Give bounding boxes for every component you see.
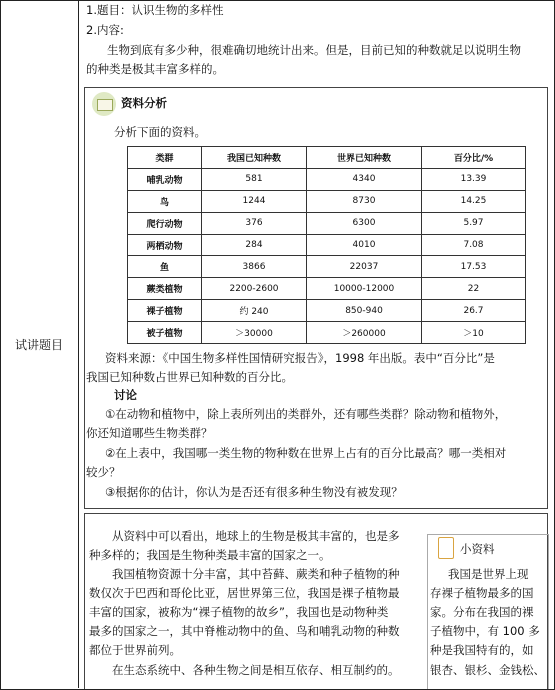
table-cell: 1244 bbox=[202, 190, 307, 212]
table-row-label: 裸子植物 bbox=[128, 300, 202, 322]
species-table bbox=[127, 146, 526, 344]
table-body bbox=[128, 168, 526, 343]
table-cell: ＞30000 bbox=[202, 322, 307, 344]
intro-line-2: 的种类是极其丰富多样的。 bbox=[86, 62, 224, 76]
side-label: 试讲题目 bbox=[14, 338, 63, 352]
table-header: 我国已知种数 bbox=[202, 147, 307, 169]
question-1-line-1: ①在动物和植物中，除上表所列出的类群外，还有哪些类群？除动物和植物外， bbox=[105, 407, 507, 421]
source-line-2: 我国已知种数占世界已知种数的百分比。 bbox=[86, 370, 293, 384]
question-2-line-2: 较少？ bbox=[86, 465, 121, 479]
table-header-row bbox=[128, 147, 526, 169]
sidebar-line-4: 子植物中，有 100 多 bbox=[430, 624, 540, 638]
table-cell: 14.25 bbox=[422, 190, 526, 212]
table-cell: 6300 bbox=[307, 212, 422, 234]
table-row bbox=[128, 278, 526, 300]
bottom-p2-line-2: 数仅次于巴西和哥伦比亚，居世界第三位，我国是裸子植物最 bbox=[89, 586, 400, 600]
table-cell: 17.53 bbox=[422, 256, 526, 278]
analysis-instruction: 分析下面的资料。 bbox=[114, 125, 206, 139]
table-cell: 850-940 bbox=[307, 300, 422, 322]
book-icon bbox=[92, 92, 116, 116]
content-label: 2.内容: bbox=[86, 23, 124, 37]
table-cell: 26.7 bbox=[422, 300, 526, 322]
table-header: 世界已知种数 bbox=[307, 147, 422, 169]
table-cell: 22037 bbox=[307, 256, 422, 278]
table-row bbox=[128, 168, 526, 190]
bottom-p1-line-2: 种多样的；我国是生物种类最丰富的国家之一。 bbox=[89, 548, 331, 562]
table-cell: 10000-12000 bbox=[307, 278, 422, 300]
sidebar-line-5: 种是我国特有的，如 bbox=[430, 643, 534, 657]
table-row-label: 被子植物 bbox=[128, 322, 202, 344]
analysis-heading: 资料分析 bbox=[121, 96, 167, 110]
table-row bbox=[128, 256, 526, 278]
table-header: 百分比/% bbox=[422, 147, 526, 169]
table-cell: 2200-2600 bbox=[202, 278, 307, 300]
table-cell: 4010 bbox=[307, 234, 422, 256]
table-row-label: 鱼 bbox=[128, 256, 202, 278]
table-header: 类群 bbox=[128, 147, 202, 169]
table-cell: 22 bbox=[422, 278, 526, 300]
table-row-label: 蕨类植物 bbox=[128, 278, 202, 300]
bottom-p1-line-1: 从资料中可以看出，地球上的生物是极其丰富的，也是多 bbox=[112, 529, 400, 543]
table-row-label: 鸟 bbox=[128, 190, 202, 212]
table-cell: 8730 bbox=[307, 190, 422, 212]
bottom-p2-line-4: 最多的国家之一，其中脊椎动物中的鱼、鸟和哺乳动物的种数 bbox=[89, 624, 400, 638]
table-cell: 13.39 bbox=[422, 168, 526, 190]
table-row-label: 两栖动物 bbox=[128, 234, 202, 256]
sidebar-line-2: 存裸子植物最多的国 bbox=[430, 586, 534, 600]
source-line-1: 资料来源：《中国生物多样性国情研究报告》，1998 年出版。表中“百分比”是 bbox=[105, 351, 495, 365]
bottom-p2-line-1: 我国植物资源十分丰富，其中苔藓、蕨类和种子植物的种 bbox=[112, 567, 400, 581]
table-cell: 581 bbox=[202, 168, 307, 190]
bottom-p3: 在生态系统中、各种生物之间是相互依存、相互制约的。 bbox=[112, 663, 400, 677]
table-cell: 3866 bbox=[202, 256, 307, 278]
table-cell: 约 240 bbox=[202, 300, 307, 322]
sidebar-line-1: 我国是世界上现 bbox=[448, 567, 529, 581]
table-cell: 284 bbox=[202, 234, 307, 256]
sidebar-heading: 小资料 bbox=[460, 542, 495, 556]
table-cell: 376 bbox=[202, 212, 307, 234]
table-row-label: 爬行动物 bbox=[128, 212, 202, 234]
table-row bbox=[128, 190, 526, 212]
table-row bbox=[128, 322, 526, 344]
table-cell: 7.08 bbox=[422, 234, 526, 256]
bottom-p2-line-3: 丰富的国家，被称为“裸子植物的故乡”，我国也是动物种类 bbox=[89, 605, 389, 619]
table-row bbox=[128, 212, 526, 234]
left-column bbox=[0, 0, 79, 688]
title: 1.题目：认识生物的多样性 bbox=[86, 3, 224, 17]
discussion-heading: 讨论 bbox=[114, 388, 137, 402]
question-3: ③根据你的估计，你认为是否还有很多种生物没有被发现？ bbox=[105, 485, 403, 499]
sidebar-line-3: 家。分布在我国的裸 bbox=[430, 605, 534, 619]
table-row bbox=[128, 234, 526, 256]
table-cell: ＞260000 bbox=[307, 322, 422, 344]
table-cell: 5.97 bbox=[422, 212, 526, 234]
sidebar-line-6: 银杏、银杉、金钱松、 bbox=[430, 663, 545, 677]
table-cell: ＞10 bbox=[422, 322, 526, 344]
table-row bbox=[128, 300, 526, 322]
bottom-p2-line-5: 都位于世界前列。 bbox=[89, 643, 181, 657]
note-icon bbox=[438, 537, 454, 559]
question-2-line-1: ②在上表中，我国哪一类生物的物种数在世界上占有的百分比最高？哪一类相对 bbox=[105, 446, 507, 460]
intro-line-1: 生物到底有多少种，很难确切地统计出来。但是，目前已知的种数就足以说明生物 bbox=[107, 43, 521, 57]
table-cell: 4340 bbox=[307, 168, 422, 190]
question-1-line-2: 你还知道哪些生物类群？ bbox=[86, 426, 213, 440]
table-row-label: 哺乳动物 bbox=[128, 168, 202, 190]
